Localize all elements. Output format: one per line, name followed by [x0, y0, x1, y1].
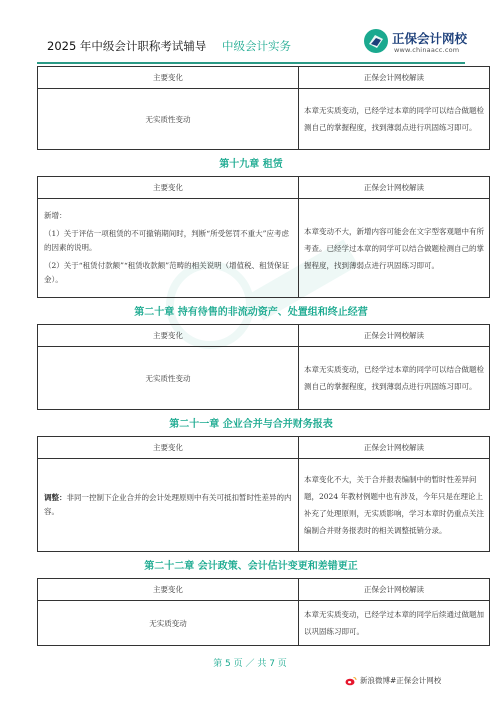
change-cell: 无实质性变动 — [38, 347, 299, 410]
logo-url: www.chinaacc.com — [394, 46, 460, 54]
table-header-row — [38, 177, 490, 199]
table-row — [38, 601, 490, 646]
col1-header: 主要变化 — [38, 177, 299, 199]
change-cell — [38, 199, 299, 298]
col2-header: 正保会计网校解读 — [299, 177, 490, 199]
chapter-heading: 第二十章 持有待售的非流动资产、处置组和终止经营 — [134, 307, 368, 318]
header-rule — [37, 62, 465, 64]
col2-header: 正保会计网校解读 — [299, 579, 490, 601]
table-row — [38, 459, 490, 552]
logo-name: 正保会计网校 — [392, 31, 468, 46]
page-header — [0, 0, 500, 64]
page-number: 第 5 页 ／ 共 7 页 — [213, 659, 287, 669]
col2-header: 正保会计网校解读 — [299, 437, 490, 459]
table-header-row — [38, 437, 490, 459]
table-row — [38, 347, 490, 410]
col1-header: 主要变化 — [38, 437, 299, 459]
doc-subject: 中级会计实务 — [222, 39, 291, 53]
change-table — [37, 66, 490, 150]
change-text: 非同一控制下企业合并的会计处理原则中有关可抵扣暂时性差异的内容。 — [44, 493, 292, 516]
weibo-credit[interactable] — [345, 675, 441, 686]
chapter-heading: 第二十一章 企业合并与合并财务报表 — [169, 419, 333, 430]
doc-title: 2025 年中级会计职称考试辅导 — [47, 39, 207, 53]
analysis-cell: 本章变化不大，关于合并报表编制中的暂时性差异问题，2024 年教材例题中也有涉及，今年只是在理论上补充了处理原则，无实质影响，学习本章时仍重点关注编制合并财务报表时的相关调整抵销分录。 — [299, 459, 490, 552]
table-row — [38, 89, 490, 150]
change-table — [37, 578, 490, 646]
change-table — [37, 324, 490, 410]
change-cell: 无实质变动 — [38, 601, 299, 646]
table-row — [38, 199, 490, 298]
change-line: （1）关于评估一项租赁的不可撤销期间时，判断“所受惩罚不重大”应考虑的因素的说明。 — [44, 229, 289, 252]
analysis-cell: 本章无实质变动，已经学过本章的同学后续通过做题加以巩固练习即可。 — [299, 601, 490, 646]
change-cell: 无实质性变动 — [38, 89, 299, 150]
change-label: 调整： — [44, 493, 67, 502]
analysis-cell: 本章无实质变动，已经学过本章的同学可以结合做题检测自己的掌握程度，找到薄弱点进行巩固练习即可。 — [299, 89, 490, 150]
col1-header: 主要变化 — [38, 579, 299, 601]
change-table — [37, 176, 490, 298]
main-content — [37, 66, 484, 646]
table-header-row — [38, 579, 490, 601]
col2-header: 正保会计网校解读 — [299, 325, 490, 347]
col1-header: 主要变化 — [38, 325, 299, 347]
chinaacc-logo — [362, 27, 482, 59]
analysis-cell: 本章无实质变动，已经学过本章的同学可以结合做题检测自己的掌握程度，找到薄弱点进行巩固练习即可。 — [299, 347, 490, 410]
col2-header: 正保会计网校解读 — [299, 67, 490, 89]
chinaacc-logo-icon — [362, 27, 390, 55]
analysis-cell: 本章变动不大，新增内容可能会在文字型客观题中有所考查。已经学过本章的同学可以结合做题检测自己的掌握程度，找到薄弱点进行巩固练习即可。 — [299, 199, 490, 298]
weibo-text: 新浪微博#正保会计网校 — [360, 676, 442, 685]
chapter-heading: 第二十二章 会计政策、会计估计变更和差错更正 — [144, 561, 358, 572]
table-header-row — [38, 67, 490, 89]
change-table — [37, 436, 490, 552]
change-cell — [38, 459, 299, 552]
table-header-row — [38, 325, 490, 347]
change-line: 新增： — [44, 211, 67, 220]
col1-header: 主要变化 — [38, 67, 299, 89]
change-line: （2）关于“租赁付款额”“租赁收款额”范畴的相关说明（增值税、租赁保证金）。 — [44, 261, 290, 284]
weibo-icon — [345, 676, 357, 686]
chapter-heading: 第十九章 租赁 — [219, 159, 283, 170]
